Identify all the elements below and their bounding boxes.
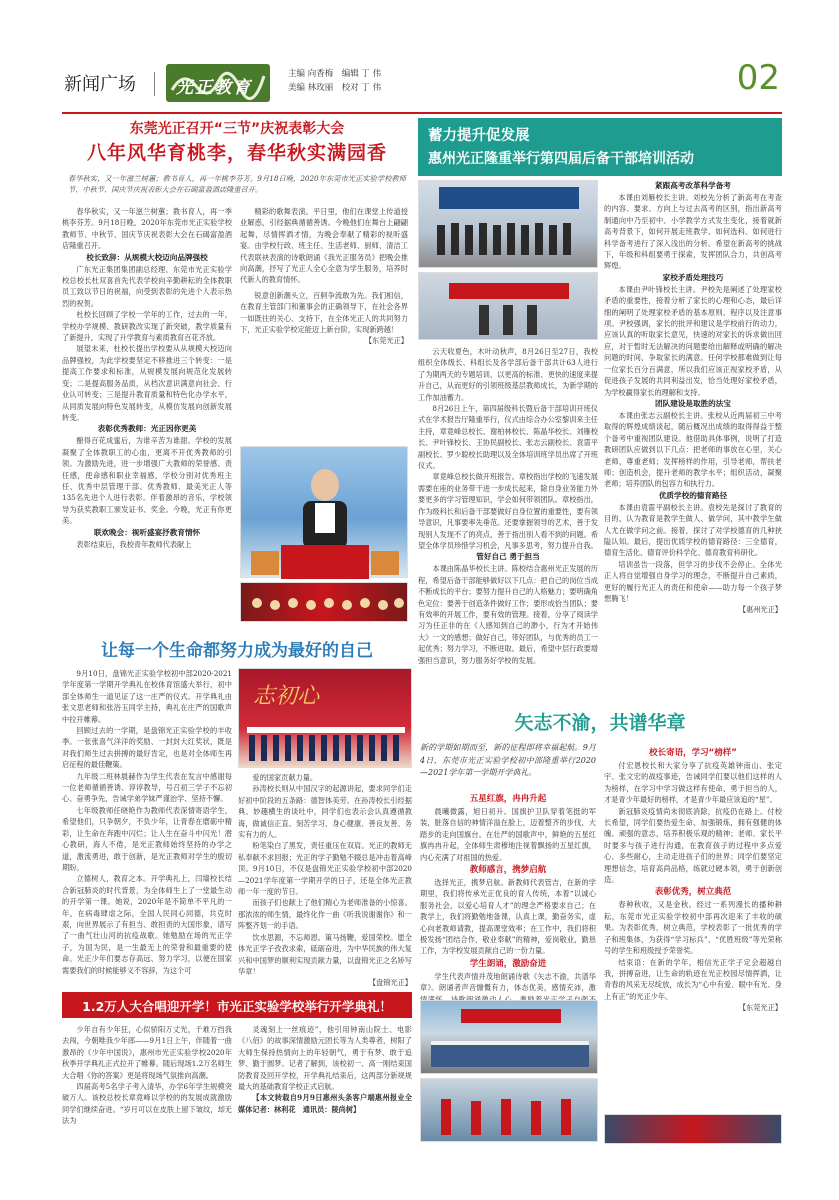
page-header: [62, 60, 782, 108]
subheading: 联欢晚会：视听盛宴抒教育情怀: [93, 527, 201, 537]
logo-text: 光正教育: [176, 78, 252, 98]
source-tag: 【惠州光正】: [738, 605, 782, 615]
article1-column-2: [240, 206, 408, 442]
paragraph: 本课由尹叶锋校长主讲。尹校先是阐述了处理家校矛盾的重要性，接着分析了家长的心理和心态，最后详细的阐明了处理家校矛盾的基本原则、程序以及注意事项。尹校强调，家长的批评和建议是学校前行的动力，应该认真的听取家长意见，快速的对家长的诉求做出回应，对于暂时无法解决的问题要给出解释或明确的解决问题的时间，争取家长的满意。任何学校都难做到让每一位家长百分百满意，所以我们应该正视家校矛盾，从促进孩子发展的共同利益出发，恰当处理好家校矛盾，为学校赢得家长的理解和支持。: [604, 284, 782, 397]
article5-photo-awards: [604, 1114, 782, 1144]
article1-photo-awards: [240, 582, 408, 622]
paragraph: 立德树人，教育之本。开学典礼上，闫墙校长结合新冠肺炎的时代背景，为全体师生上了一堂最生动的开学第一课。她说，2020年是不简单不平凡的一年，在病毒肆虐之际，全国人民同心同德，共克时艰，向世界展示了有担当、敢担责的大国形象，谱写了一曲气壮山河的抗疫战歌。她勉励在场的光正学子，为国为民，是一生最无上的荣誉和最重要的使命。光正少年们要志存高远、努力学习，以便在国家需要我们的时候能够义不容辞，为这个可: [62, 874, 232, 975]
article4-title-banner: [62, 992, 412, 1018]
paragraph: 回顾过去的一学期，是盘锦光正实验学校的丰收季。一张张喜气洋洋的奖励、一封封大红奖状，既是对我们师生过去拼搏的最好肯定，也是对全体师生再启征程的最佳鞭策。: [62, 726, 232, 770]
paragraph: 而孩子们也献上了他们精心为老师准备的小惊喜。那浓浓的师生情，最终化作一曲《听我说谢谢你》和一阵整齐划一的手语。: [238, 898, 412, 931]
paragraph: 表彰结束后，我校青年教师代表献上: [76, 539, 192, 549]
article4-title: 1.2万人大合唱迎开学！市光正实验学校举行开学典礼！: [82, 999, 392, 1014]
paragraph: 饮水思源，不忘师恩。策马扬鞭，爱国荣校。愿全体光正学子孜孜求索，砥砺奋进，为中华民族的伟大复兴和中国梦的顺利实现贡献力量，以盘锦光正之名矫写华章！: [238, 932, 412, 976]
subheading: 校长致辞：从规模大校迈向品牌强校: [86, 252, 208, 262]
article2-photo-group: [418, 180, 598, 268]
article4-column-1: [62, 1024, 232, 1144]
paragraph: 粉笔染白了黑发，责任重压在双肩。光正的教师无私奉献不求回报；光正的学子勤勉不辍总是冲击着高峰顶。9月10日，不仅是盘锦光正实验学校初中部2020—2021学年度第一学期开学的日子，还是全体光正教师一年一度的节日。: [238, 841, 412, 897]
header-rule: [62, 112, 782, 114]
paragraph: 付宏恩校长和大家分享了抗疫英雄钟南山、张定宇、张文宏的战疫事迹，告诫同学们要以他们这样的人为榜样，在学习中学习做这样有使命、勇于担当的人，才是青少年最好的榜样，才是青少年最应该追的“星”。: [604, 761, 782, 805]
subheading: 学生朗诵，激励奋进: [469, 958, 547, 969]
article1-column-1: [62, 206, 232, 578]
paragraph: 本课由袁䨓平副校长主讲。袁校先是探讨了教育的目的，认为教育是教学生做人、做学问，其中教学生做人尤在做学问之前。接着，探讨了对学校德育的几种狭隘认知。最后，提出优质学校的德育路径：三全德育，德育生活化、德育评价科学化、德育教育科研化。: [604, 502, 782, 558]
article4-column-2: [238, 1024, 412, 1144]
page-number: 02: [736, 58, 780, 98]
article3-photo-stage: [238, 668, 412, 768]
paragraph: 本课由刘雁校长主讲。刘校先分析了新高考在考查的内容、要求、方向上与过去高考的区别，指出新高考制通向中乃至初中、小学教学方式发生变化，接着就新高考背景下，如何开展走班教学、如何选科、如何进行科学备考进行了深入浅出的分析。希望在新高考的挑战下，年级和科组要勇于探索，发挥团队合力，共创高考辉煌。: [604, 193, 782, 271]
paragraph: 展望未来，杜校长提出学校要从从规模大校迈向品牌强校，为此学校要坚定不移推进三个转变：一是提高工作要求和标准，从规模发展向规范化发展转变；二是提高服务品质，从档次意识满意向社会、行业认可转变；三是提升教育质量和特色化办学水平，从同质发展向特色发展转变，从模仿发展向创新发展转变。: [62, 344, 232, 422]
paragraph: 学生代表声情并茂地朗诵诗歌《矢志不渝，共谱华章》。朗诵者声音慷慨有力，体态优美，感情充沛，激: [420, 971, 596, 993]
paragraph: 四届高考5名学子考入清华，办学6年学生规模突破万人。该校总校长章竟峰以学校的的发展成就激励同学们继续奋进。“岁月可以在皮肤上留下皱纹，却无法为: [62, 1082, 232, 1126]
article2-title-banner: [418, 118, 782, 176]
paragraph: 本课由陈晶华校长主讲。陈校结合惠州光正发展的历程，希望后备干部能够做好以下几点：把自己的岗位当成不断成长的平台；要努力提升自己的人格魅力；要明确角色定位：要善于创造条件做好工作；要形成恰当团队；要有效率的开展工作，要有效的管理。接着，分享了阅读学习为任正非的在《人感知到自己的渺小，行为才开始伟大》一文的感想；做好自己，带好团队，与优秀的员工一起优秀；努力学习，不断进取。最后，希望中层行政要增强担当意识，努力服务好学校的发展。: [418, 564, 598, 665]
paragraph: 九年级二班林晨赫作为学生代表在发言中感谢每一位老师循循善诱、谆谆教导，号召初三学子不忘初心、奋勇争先，告诫学弟学妹严谨治学、坚持不懈。: [62, 771, 232, 804]
svg-text:志初心: 志初心: [253, 684, 320, 709]
article5-lead: 新的学期如期而至，新的征程即将幸福起航。9月4日，东莞市光正实验学校初中部隆重举行2020—2021学年第一学期开学典礼。: [420, 743, 596, 777]
photo-icon: [241, 583, 409, 623]
subheading: 家校矛盾处理技巧: [662, 272, 724, 282]
article5-title: 矢志不渝，共谱华章: [514, 712, 686, 734]
subheading: 优质学校的德育路径: [658, 490, 728, 500]
paragraph: 灵魂刻上一丝痕迹”，他引用钟南山院士、电影《八佰》的故事深情激励元团长等为人类尊者，树阳了大师生保持热情向上的年轻朝气，勇于有梦、敢于追梦、勤于圆梦。记者了解到，该校初一、高一刚结束国防教育及回开学校，开学典礼结束后，这两部分新规规最大的基础教育学校正式启航。: [238, 1025, 412, 1092]
section-title: 新闻广场: [64, 74, 136, 95]
source-tag: 【盘锦光正】: [368, 978, 412, 988]
article2-photo-ceremony: [418, 272, 598, 340]
article3-column-2: [238, 772, 412, 988]
paragraph: 杜校长回顾了学校一学年的工作，过去的一年，学校办学规模、教研教改实现了新突破，教学质量有了新提升，实现了升学教育与素质教育百花齐放。: [62, 310, 232, 343]
article1-title: 八年风华育桃李，春华秋实满园香: [86, 142, 387, 164]
article5-photo-flag: [420, 1000, 598, 1074]
article2-column-2: [604, 180, 782, 700]
photo-icon: [241, 447, 409, 579]
article2-column-1: [418, 346, 598, 702]
subheading: 紧跟高考改革科学备考: [655, 181, 731, 190]
subheading: 团队建设是取胜的法宝: [655, 398, 731, 408]
article3-title: 让每一个生命都努力成为最好的自己: [101, 641, 373, 661]
paragraph: 选择光正，携梦启航。新教师代表管吉，在新的学期里，我们将传承光正优良的育人传统，本着“以诚心服务社会，以爱心培育人才”的理念严格要求自己；在教学上，我们将勤勉地备课，认真上课，勤奋务实，虚心向老教师请教，提高课堂效率；在工作中，我们将积极发扬“团结合作，敬业奉献”的精神，爱岗敬业，勤恳工作，为学校发展贡献自己的一份力量。: [420, 878, 596, 956]
photo-icon: [421, 1001, 599, 1075]
article2-title-line-2: 惠州光正隆重举行第四届后备干部培训活动: [428, 151, 694, 167]
subheading: 管好自己 勇于担当: [476, 552, 540, 562]
paragraph: 本课由张志云副校长主讲。张校从近两届初三中考取得的辉煌成绩谈起，随后概况出成绩的取得得益于整个备考中重视团队建设。他借助具体事例，说明了打造教研团队应做到以下几点：把老师的事放在心里，关心老师，尊重老师；发挥榜样的作用，引导老师，帮扶老师；创造机会，提升老师的教学水平；组织活动，凝聚老师；培养团队的包容力和执行力。: [604, 410, 782, 489]
paragraph: 云天收夏色，木叶动秋声，8月26日至27日，我校组织全体级长、科组长及各学部后备干部共计63人进行了为期两天的专题培训，以更高的标准、更快的速度来提升自己，从而更好的引领班级基层教师成长，为新学期的工作加油蓄力。: [418, 347, 598, 402]
paragraph: 9月10日，盘锦光正实验学校初中部2020-2021学年度第一学期开学典礼在校体育馆盛大举行，初中部全体师生一道见证了这一庄严的仪式。开学典礼由张文思老师和张浴玉同学主持，典礼在庄严的国歌声中拉开帷幕。: [62, 669, 232, 724]
paragraph: 春华秋实，又一年滋兰树蕙；教书育人，再一季桃李芬芳。9月18日晚，2020年东莞市光正实验学校教师节、中秋节、国庆节庆祝表彰大会在石碣富盈酒店隆重召开。: [62, 207, 232, 251]
paragraph: 爱的国家贡献力量。: [252, 773, 318, 782]
subheading: 教师感言，携梦启航: [469, 865, 547, 876]
article3-column-1: [62, 668, 232, 984]
paragraph: 培训虽告一段落，但学习的步伐不会停止。全体光正人将自觉增强自身学习的理念，不断提升自己素质，更好的履行光正人的责任和使命——助力每一个孩子梦想腾飞！: [604, 559, 782, 603]
article1-photo-speaker: [240, 446, 408, 578]
source-tag: 【东莞光正】: [364, 336, 408, 346]
header-divider: [154, 72, 155, 96]
photo-icon: [421, 1079, 599, 1143]
paragraph: 孙涛校长则从中国汉字的起源讲起，要求同学们走好初中阶段的五条路：德智体美劳。在孙涛校长引经据典、妙趣横生的谈吐中，同学们也表示会认真遵循教诲，做诚信正直、刻苦学习、身心健康、善良友善、务实有力的人。: [238, 784, 412, 840]
paragraph: 酿得百花成蜜后，为谁辛苦为谁甜。学校的发展凝聚了全体教职工的心血，更离不开优秀教师的引领。为激励先进，进一步增强广大教师的荣誉感、责任感，使命感和职业幸福感，学校分别对优秀班主任、优秀中层管理干部、优秀教师、最美光正人等135名先进个人进行表彰。伴着激昂的音乐，学校领导为获奖教职工颁发证书、奖金。今晚，光正有你更美。: [62, 436, 232, 526]
paragraph: 晨曦微露，旭日初升。国旗护卫队穿着笔挺的军装，脏落自信的神情洋溢在脸上，迈着整齐的步伐，大踏步的走向国旗台。在壮严的国歌声中，鲜艳的五星红旗冉冉升起，全体师生肃穆地注视着飘扬的五星红旗，内心充满了对祖国的热爱。: [420, 807, 596, 862]
photo-icon: [419, 181, 599, 269]
photo-icon: [419, 273, 599, 341]
subheading: 表彰优秀教师：光正因你更美: [97, 424, 197, 434]
paragraph: 春种秋收，又是金秋。经过一系列漫长的播种耕耘，东莞市光正实验学校初中部再次迎来了丰收的硕果。为表彰优秀，树立典范，学校表彰了一批优秀的学子和班集体，为获得“学习标兵”、“优胜班级”等光荣称号的学生和班级授予荣誉奖。: [604, 900, 782, 956]
subheading: 五星红旗，冉冉升起: [469, 794, 547, 804]
paragraph: 新冠肺炎疫情尚未彻底消除，抗疫仍在路上。付校长希望，同学们要热爱生命、加强锻炼，拥有强健的体魄、顽强的意志，培养积极乐观的精神；老师、家长平时要多与孩子进行沟通，在教育孩子的过程中多点爱心、多些耐心，主动走进孩子们的世界；同学们要坚定理想信念，培育高尚品格，练就过硬本领，勇于创新创造。: [604, 806, 782, 885]
photo-icon: [239, 669, 413, 769]
editor-row-1: 主编 向香梅 编辑 丁 伟: [288, 69, 382, 79]
paragraph: 七年级教师任晓艳作为教师代表深情寄语学生，希望他们，只争朝夕，不负少年，让青春在磨砺中精彩，让生命在奔跑中闪烂；让人生在奋斗中闪光！潜心教研，海人不倦，是光正教师始终坚持的办学之道，激流勇进，敢于创新，是光正教师对学生的殷切期盼。: [62, 805, 232, 872]
paragraph: 广东光正集团集团副总经理、东莞市光正实验学校总校长杜双喜首先代表学校向辛勤耕耘的全体教职员工致以节日的祝福，向受到表彰的先进个人表示热烈的祝贺。: [62, 264, 232, 308]
article5-photo-crowd: [420, 1078, 598, 1142]
source-tag: 【东莞光正】: [738, 1003, 782, 1013]
paragraph: 8月26日上午，第四届级科长暨后备干部培训开班仪式在学术报告厅隆重举行，仪式由综合办公室黎训来主任主持，章竟峰总校长、谢柏林校长、陈晶华校长、刘雁校长、尹叶锋校长、王协民副校长、张志云副校长、袁䨓平副校长、罗少聪校长助理以及全体培训班学员出席了开班仪式。: [418, 404, 598, 471]
paragraph: 【本文转载自9月9日惠州头条客户端惠州报业全媒体记者：林利花 通讯员：陵尚树】: [238, 1093, 412, 1114]
subheading: 校长寄语，学习“榜样”: [649, 748, 737, 758]
paragraph: 少年自有少年狂，心似骄阳万丈光，千难万挡我去闯，今朝唯我少年郎——9月1日上午，伴随着一曲激昂的《少年中国说》，惠州市光正实验学校2020年秋季开学典礼正式拉开了帷幕。随后现场1.2万名师生大合唱《你的答案》更是将现场气氛推向高潮。: [62, 1025, 232, 1080]
paragraph: 章竟峰总校长做开班报告。章校指出学校的飞速发展需要在座的业务带干进一步成长起来，除自身业务能力外要更多的学习管理知识，学会如何带领团队。章校指出，作为级科长和后备干部要做好自身位置的重要性，要有领导意识，凡事要率先垂范。还要掌握领导的艺术，善于发现别人发现不了的亮点，善于指出别人看不到的问题。希望全体学员珍惜学习机会，凡事多思考，努力提升自我。: [418, 472, 598, 550]
article5-column-1: [420, 792, 596, 993]
paragraph: 锐意创新潮头立，百舸争流敢为先。我们相信，在教育主管部门和董事会的正确领导下，在社会各界一如既往的关心、支持下，在全体光正人的共同努力下，光正实验学校定能迈上新台阶，实现新跨越！: [240, 290, 408, 335]
article5-column-2: [604, 746, 782, 1110]
editor-row-2: 美编 林玫丽 校对 丁 伟: [288, 83, 382, 93]
subheading: 表彰优秀，树立典范: [654, 887, 732, 898]
brush-logo-icon: [166, 64, 270, 102]
article1-kicker: 东莞光正召开“三节”庆祝表彰大会: [129, 121, 345, 137]
article1-lead: 春华秋实，又一年滋兰树蕙；教书育人，再一年桃李芬芳。9月18日晚，2020年东莞市光正实验学校教师节、中秋节、国庆节庆祝表彰大会在石碣富盈酒店隆重召开。: [68, 174, 406, 195]
paragraph: 结束语：在新的学年，相信光正学子定会超越自我，拼搏奋进，让生命的轨迹在光正校园尽情挥洒，让青春的风采无尽绽放，成长为“心中有爱、眼中有光、身上有正”的光正少年。: [604, 957, 782, 1001]
paragraph: 精彩的歌舞表演。平日里，他们在课堂上传道授业解惑，引经据典循循善诱。今晚他们在舞台上翩翩起舞，尽情挥洒才情，为晚会奉献了精彩的视听盛宴。由学校行政、班主任、生活老师、厨师、清洁工代表联袂表演的诗歌朗诵《我光正服务员》把晚会推向高潮，抒写了光正人全心全意为学生服务，培养时代新人的教育情怀。: [240, 207, 408, 285]
article2-title-line-1: 蓄力提升促发展: [428, 128, 530, 144]
